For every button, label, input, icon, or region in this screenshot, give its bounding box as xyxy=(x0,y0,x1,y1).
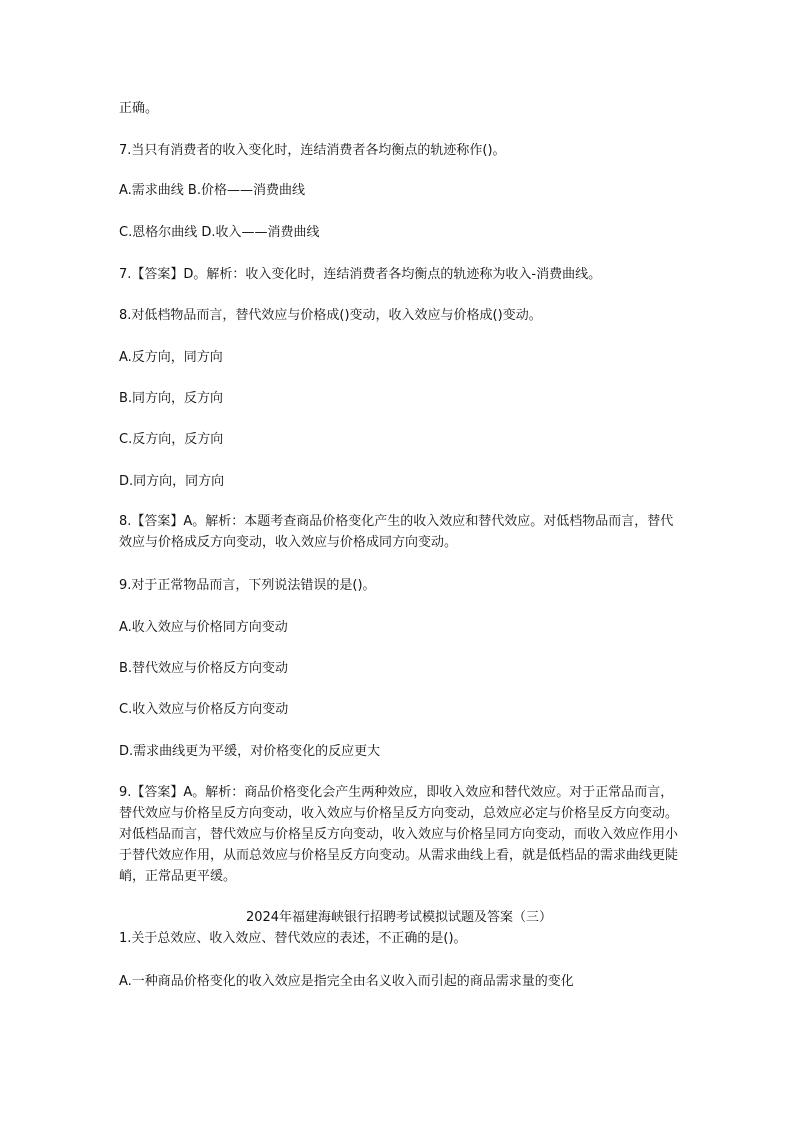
option-line: A.需求曲线 B.价格——消费曲线 xyxy=(119,183,305,198)
answer-8: 8.【答案】A。解析：本题考查商品价格变化产生的收入效应和替代效应。对低档物品而言，替代效应与价格成反方向变动，收入效应与价格成同方向变动。 xyxy=(119,514,674,550)
option-c: C.反方向，反方向 xyxy=(119,432,224,447)
option-d: D.同方向，同方向 xyxy=(119,474,225,489)
option-line: C.恩格尔曲线 D.收入——消费曲线 xyxy=(119,225,320,240)
question-1: 1.关于总效应、收入效应、替代效应的表述，不正确的是()。 xyxy=(119,931,467,946)
paragraph: 正确。 xyxy=(119,101,159,116)
section-title: 2024年福建海峡银行招聘考试模拟试题及答案（三） xyxy=(245,910,553,925)
answer-7: 7.【答案】D。解析：收入变化时，连结消费者各均衡点的轨迹称为收入-消费曲线。 xyxy=(119,267,602,282)
question-8: 8.对低档物品而言，替代效应与价格成()变动，收入效应与价格成()变动。 xyxy=(119,308,542,323)
option-a: A.一种商品价格变化的收入效应是指完全由名义收入而引起的商品需求量的变化 xyxy=(119,974,574,989)
option-a: A.收入效应与价格同方向变动 xyxy=(119,620,288,635)
option-b: B.替代效应与价格反方向变动 xyxy=(119,661,289,676)
option-b: B.同方向，反方向 xyxy=(119,391,224,406)
answer-9: 9.【答案】A。解析：商品价格变化会产生两种效应，即收入效应和替代效应。对于正常品而言，替代效应与价格呈反方向变动，收入效应与价格呈反方向变动，总效应必定与价格呈反方向变动。对低档品而言，替代效应与价格呈反方向变动，收入效应与价格呈同方向变动，而收入效应作用小于替代效应作用，从而总效应与价格呈反方向变动。从需求曲线上看，就是低档品的需求曲线更陡峭，正常品更平缓。 xyxy=(119,785,679,884)
question-7: 7.当只有消费者的收入变化时，连结消费者各均衡点的轨迹称作()。 xyxy=(119,143,506,158)
option-c: C.收入效应与价格反方向变动 xyxy=(119,702,289,717)
option-a: A.反方向，同方向 xyxy=(119,350,223,365)
question-9: 9.对于正常物品而言，下列说法错误的是()。 xyxy=(119,578,376,593)
option-d: D.需求曲线更为平缓，对价格变化的反应更大 xyxy=(119,744,381,759)
